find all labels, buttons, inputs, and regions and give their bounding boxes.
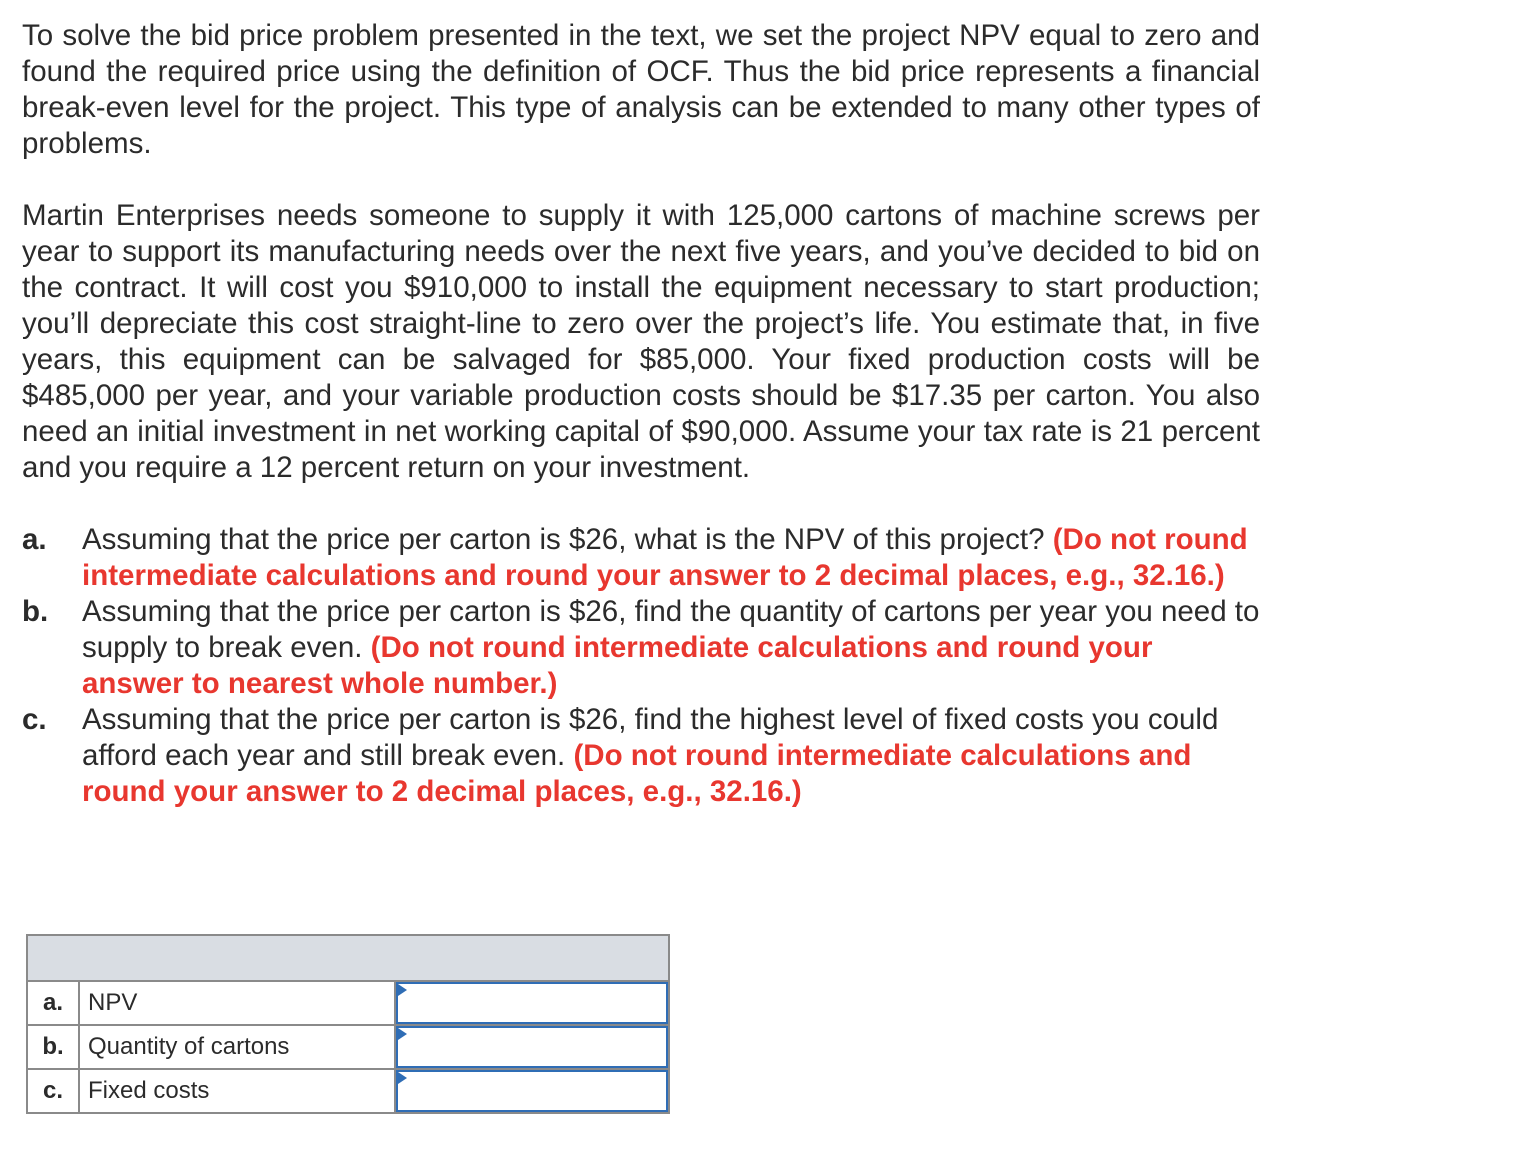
question-letter: b. — [22, 595, 49, 628]
npv-input[interactable] — [396, 982, 668, 1024]
intro-paragraph: To solve the bid price problem presented in the text, we set the project NPV equal to zero and found the required price using the definition of OCF. Thus the bid price represents a financial break-even level for the project. This type of analysis can be extended to many other types of problems. — [22, 19, 1260, 160]
question-text: Assuming that the price per carton is $26, find the highest level of fixed costs you could afford each year and still break even. — [82, 703, 1219, 772]
scenario-paragraph: Martin Enterprises needs someone to supply it with 125,000 cartons of machine screws per year to support its manufacturing needs over the next five years, and you’ve decided to bid on the contract. It will cost you $910,000 to install the equipment necessary to start production; you’ll depreciate this cost straight-line to zero over the project’s life. You estimate that, in five years, this equipment can be salvaged for $85,000. Your fixed production costs will be $485,000 per year, and your variable production costs should be $17.35 per carton. You also need an initial investment in net working capital of $90,000. Assume your tax rate is 21 percent and you require a 12 percent return on your investment. — [22, 199, 1260, 484]
answer-row-letter: a. — [27, 981, 79, 1025]
question-text: Assuming that the price per carton is $26, find the quantity of cartons per year you need to supply to break even. — [82, 595, 1260, 664]
answer-cell — [395, 981, 669, 1025]
answer-row-fixed-costs — [27, 1069, 669, 1113]
answer-row-npv — [27, 981, 669, 1025]
question-instruction: (Do not round intermediate calculations and round your answer to 2 decimal places, e.g., 32.16.) — [82, 739, 1192, 808]
answer-cell — [395, 1069, 669, 1113]
answer-table-header-cell — [27, 935, 669, 981]
question-list — [22, 522, 1260, 810]
answer-table-header — [27, 935, 669, 981]
answer-row-label: Quantity of cartons — [79, 1025, 395, 1069]
question-letter: c. — [22, 703, 47, 736]
answer-row-letter: b. — [27, 1025, 79, 1069]
answer-row-label: Fixed costs — [79, 1069, 395, 1113]
question-b — [22, 594, 1260, 702]
quantity-input[interactable] — [396, 1026, 668, 1068]
answer-row-letter: c. — [27, 1069, 79, 1113]
problem-content — [22, 18, 1260, 810]
question-letter: a. — [22, 523, 47, 556]
question-text: Assuming that the price per carton is $26, what is the NPV of this project? — [82, 523, 1045, 556]
question-instruction: (Do not round intermediate calculations and round your answer to 2 decimal places, e.g., 32.16.) — [82, 523, 1248, 592]
answer-cell — [395, 1025, 669, 1069]
question-c — [22, 702, 1260, 810]
answer-row-label: NPV — [79, 981, 395, 1025]
answer-row-quantity — [27, 1025, 669, 1069]
question-instruction: (Do not round intermediate calculations and round your answer to nearest whole number.) — [82, 631, 1153, 700]
fixed-costs-input[interactable] — [396, 1070, 668, 1112]
question-a — [22, 522, 1260, 594]
answer-table — [26, 934, 670, 1114]
